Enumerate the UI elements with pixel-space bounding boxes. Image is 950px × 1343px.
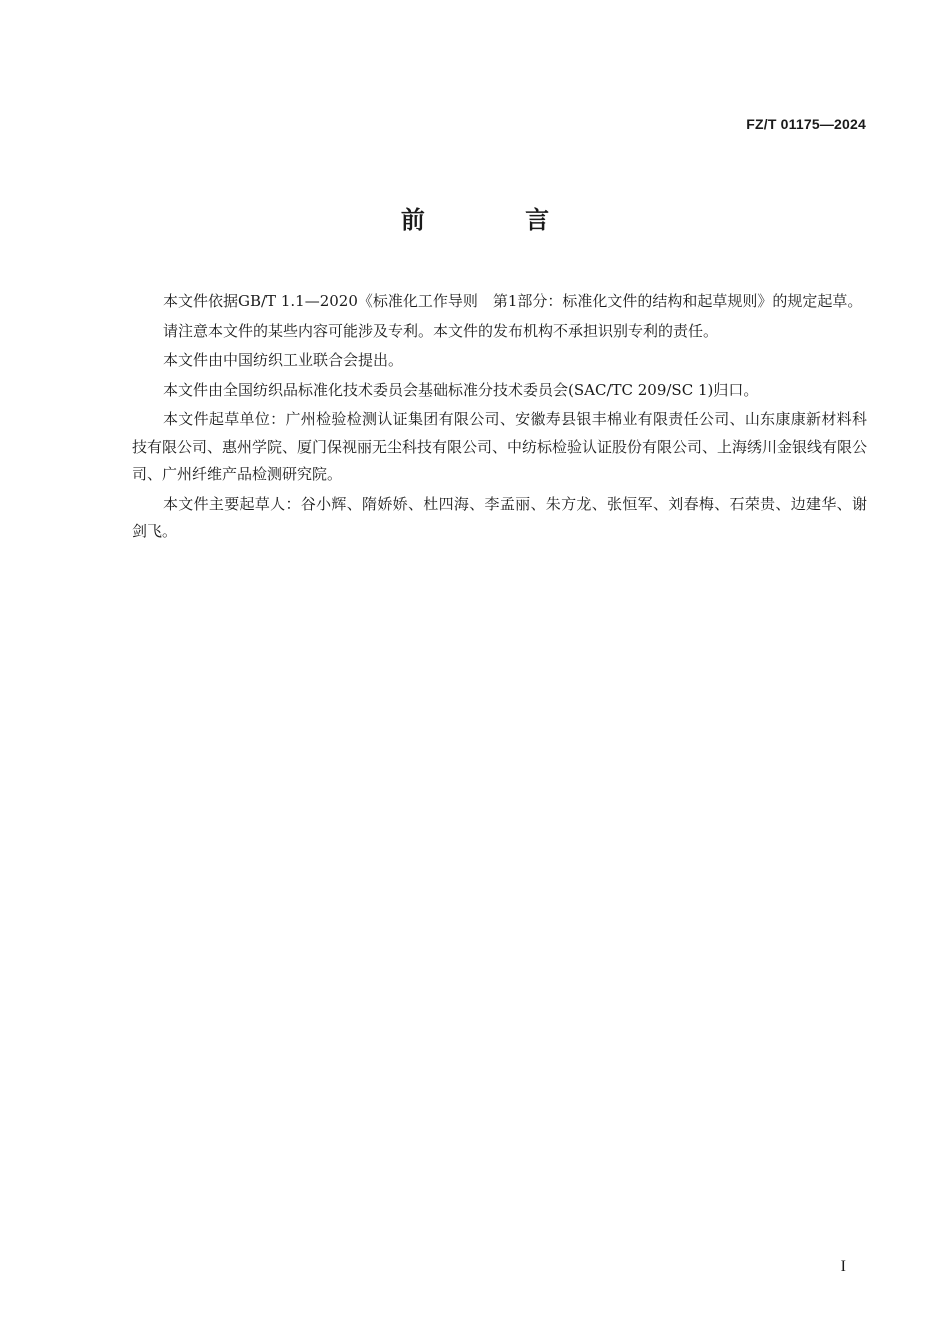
paragraph-committee: 本文件由全国纺织品标准化技术委员会基础标准分技术委员会(SAC/TC 209/SC 1)归口。 [163, 380, 759, 399]
paragraph-drafting-basis: 本文件依据GB/T 1.1—2020《标准化工作导则 第1部分：标准化文件的结构和起草规则》的规定起草。 [163, 292, 863, 310]
page-title: 前 言 [400, 206, 596, 234]
document-body [132, 288, 867, 548]
standard-code: FZ/T 01175—2024 [746, 116, 866, 132]
paragraph-drafters: 本文件主要起草人：谷小辉、隋娇娇、杜四海、李孟丽、朱方龙、张恒军、刘春梅、石荣贵、边建华、谢剑飞。 [132, 494, 867, 540]
page-number: I [840, 1258, 846, 1275]
paragraph-patent-notice: 请注意本文件的某些内容可能涉及专利。本文件的发布机构不承担识别专利的责任。 [163, 321, 719, 340]
paragraph-drafting-units: 本文件起草单位：广州检验检测认证集团有限公司、安徽寿县银丰棉业有限责任公司、山东康康新材料科技有限公司、惠州学院、厦门保视丽无尘科技有限公司、中纺标检验认证股份有限公司、上海绣川金银线有限公司、广州纤维产品检测研究院。 [132, 410, 868, 483]
paragraph-proposer: 本文件由中国纺织工业联合会提出。 [163, 351, 404, 369]
